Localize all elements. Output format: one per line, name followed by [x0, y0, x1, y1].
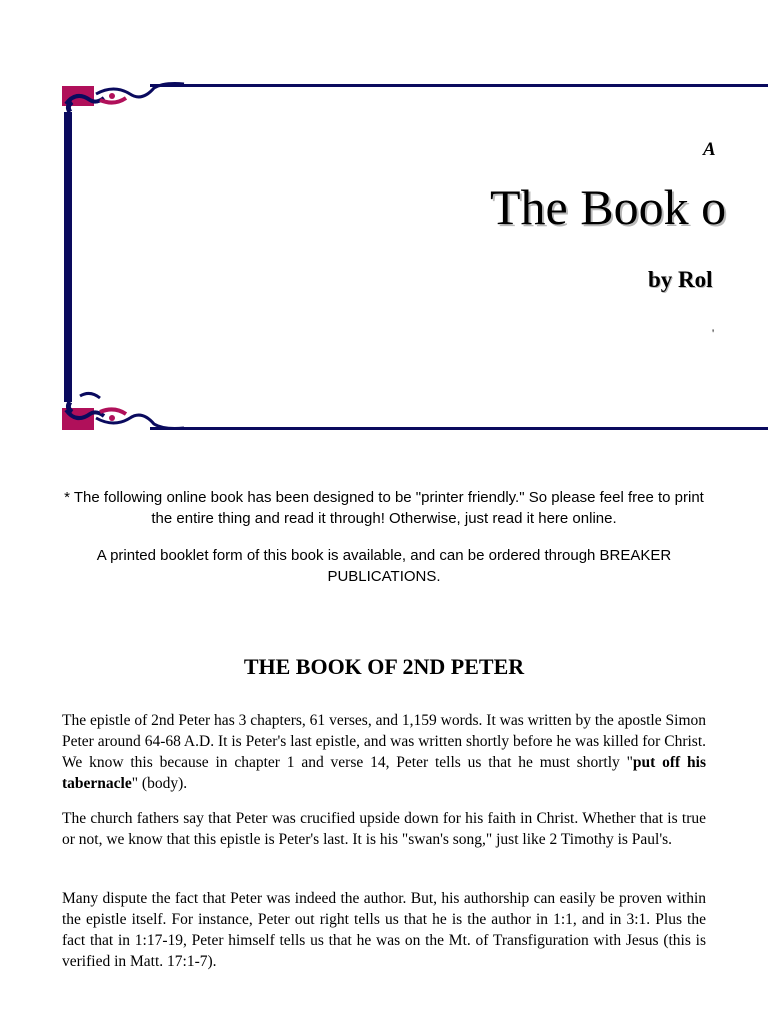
quoted-phrase: put off his tabernacle: [62, 754, 707, 792]
cover-title-area: [0, 0, 768, 440]
printer-friendly-note: * The following online book has been designed to be "printer friendly." So please feel free to print the entire thing and read it through! Otherwise, just read it here online.: [64, 489, 704, 527]
cover-prefix: A: [703, 139, 716, 160]
cover-title: The Book o: [490, 179, 727, 235]
paragraph-authorship-dispute: Many dispute the fact that Peter was indeed the author. But, his authorship can easily be proven within the epistle itself. For instance, Peter out right tells us that he is the author in 1:1, and in 3:1. Plus the fact that in 1:17-19, Peter himself tells us that he was on the Mt. of Transfiguration with Jesus (this is verified in Matt. 17:1-7).: [62, 890, 706, 970]
cover-author: by Rol: [648, 267, 713, 292]
booklet-note: A printed booklet form of this book is available, and can be ordered through BREAKER PUBLICATIONS.: [96, 547, 672, 585]
paragraph-authorship-date: [62, 710, 706, 794]
cover-mark: ': [712, 326, 715, 340]
paragraph-church-fathers: The church fathers say that Peter was crucified upside down for his faith in Christ. Whether that is true or not, we know that this epistle is Peter's last. It is his "swan's song," just like 2 Timothy is Paul's.: [62, 810, 706, 848]
page-title: THE BOOK OF 2ND PETER: [243, 654, 525, 679]
paragraph-text: " (body).: [131, 775, 188, 792]
paragraph-text: The epistle of 2nd Peter has 3 chapters, 61 verses, and 1,159 words. It was written by the apostle Simon Peter around 64-68 A.D. It is Peter's last epistle, and was written shortly before he was killed for Christ. We know this because in chapter 1 and verse 14, Peter tells us that he must shortly ": [62, 712, 706, 771]
